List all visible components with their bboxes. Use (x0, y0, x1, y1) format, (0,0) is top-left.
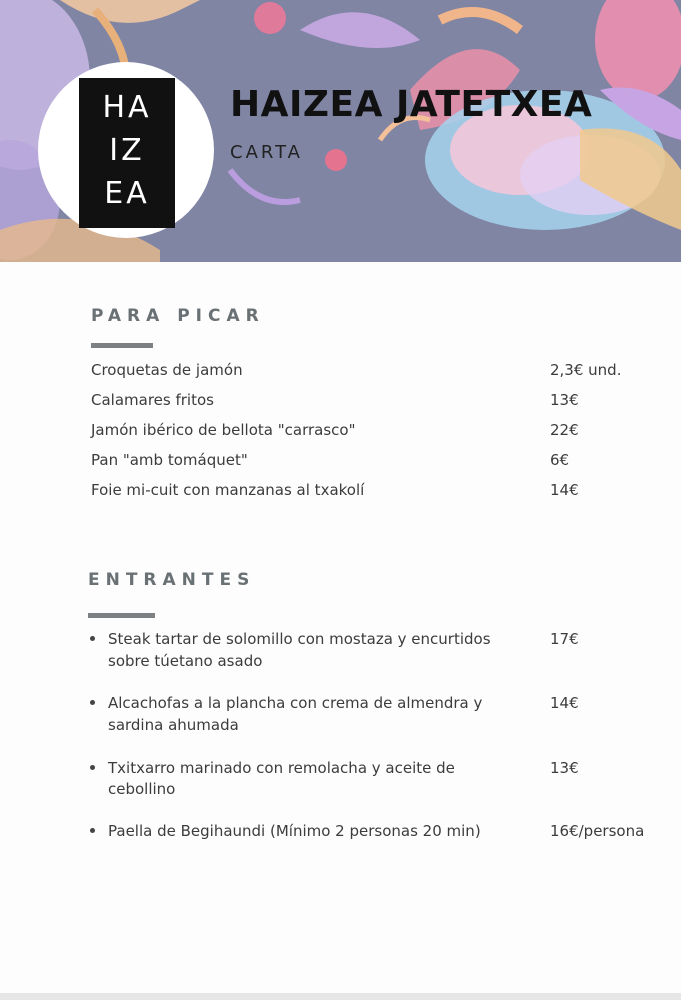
header-banner (0, 0, 681, 262)
menu-item-price: 16€/persona (550, 822, 645, 840)
logo-text-line-3: EA (104, 176, 150, 211)
menu-item-name-line-1: Steak tartar de solomillo con mostaza y encurtidos (108, 630, 491, 648)
section-divider (88, 613, 155, 618)
page-bottom-edge (0, 993, 681, 1000)
menu-item-name: Calamares fritos (91, 391, 214, 409)
restaurant-logo (79, 78, 175, 228)
menu-item-price: 13€ (550, 391, 579, 409)
logo-text-line-1: HA (102, 90, 152, 125)
menu-subtitle: CARTA (230, 142, 303, 163)
menu-item-name: Jamón ibérico de bellota "carrasco" (91, 421, 356, 439)
section-divider (91, 343, 153, 348)
menu-item-name-line-1: Paella de Begihaundi (Mínimo 2 personas 20 min) (108, 822, 481, 840)
menu-item-name-line-1: Txitxarro marinado con remolacha y aceite de (108, 759, 455, 777)
bullet-icon (90, 636, 95, 641)
menu-item-name-line-2: sardina ahumada (108, 716, 239, 734)
bullet-icon (90, 700, 95, 705)
restaurant-title: HAIZEA JATETXEA (230, 84, 593, 125)
logo-text-line-2: IZ (109, 133, 145, 168)
menu-item-price: 14€ (550, 481, 579, 499)
menu-item-name-line-2: sobre túetano asado (108, 652, 263, 670)
bullet-icon (90, 828, 95, 833)
menu-item-name: Pan "amb tomáquet" (91, 451, 248, 469)
menu-item-name-line-1: Alcachofas a la plancha con crema de almendra y (108, 694, 483, 712)
menu-item-price: 14€ (550, 694, 579, 712)
section-title-para-picar: PARA PICAR (91, 306, 265, 326)
bullet-icon (90, 765, 95, 770)
menu-item-name: Foie mi-cuit con manzanas al txakolí (91, 481, 365, 499)
menu-item-price: 22€ (550, 421, 579, 439)
menu-item-price: 2,3€ und. (550, 361, 622, 379)
menu-item-name-line-2: cebollino (108, 780, 176, 798)
menu-item-price: 13€ (550, 759, 579, 777)
menu-item-price: 6€ (550, 451, 570, 469)
menu-item-name: Croquetas de jamón (91, 361, 243, 379)
section-title-entrantes: ENTRANTES (88, 570, 256, 590)
menu-item-price: 17€ (550, 630, 579, 648)
